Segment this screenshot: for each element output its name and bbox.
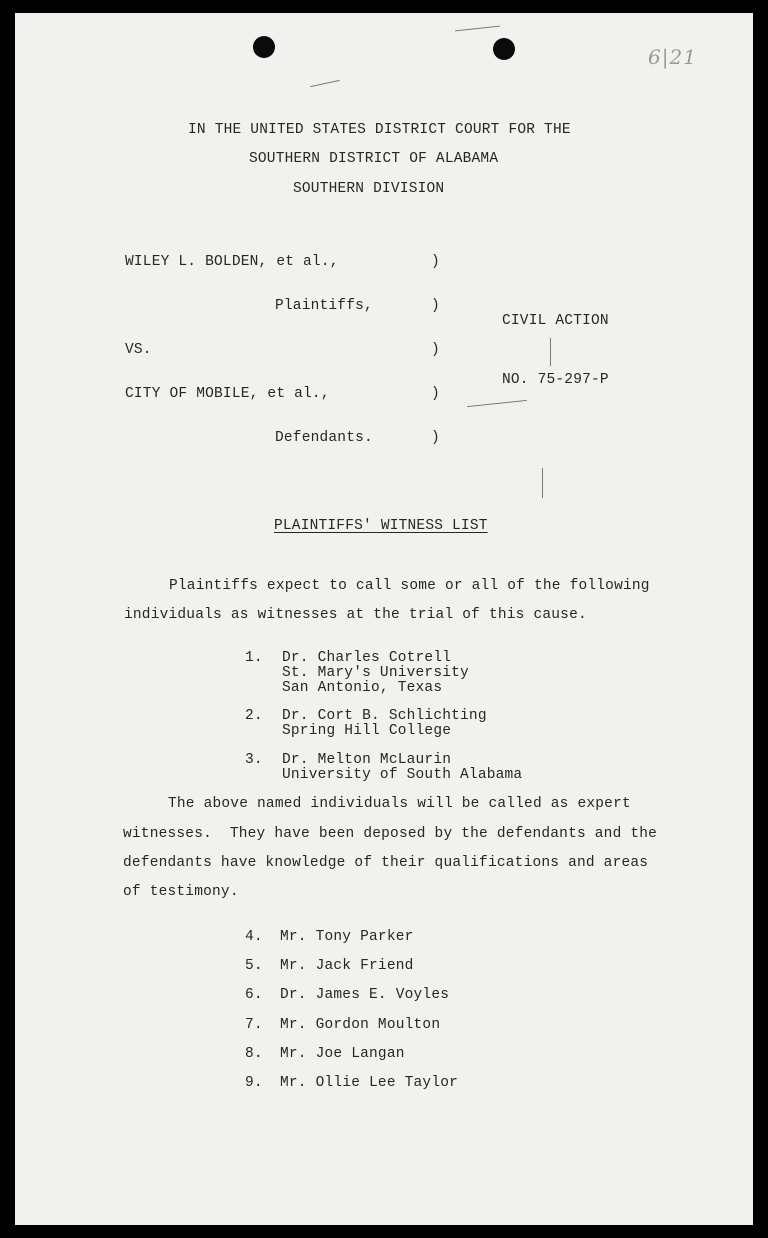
list-item-number: 5. [245,958,263,974]
caption-paren: ) [431,298,440,314]
civil-action-number: NO. 75-297-P [502,372,609,388]
civil-action-label: CIVIL ACTION [502,313,609,329]
list-item-number: 2. [245,708,263,724]
stray-mark [467,400,527,407]
expert-paragraph-line: witnesses. They have been deposed by the defendants and the [123,826,658,842]
list-item-number: 8. [245,1046,263,1062]
court-header-line: IN THE UNITED STATES DISTRICT COURT FOR THE [188,122,571,138]
stray-mark [542,468,543,498]
list-item-name: Mr. Jack Friend [280,958,414,974]
caption-paren: ) [431,342,440,358]
list-item-line: St. Mary's University [282,665,469,681]
intro-line: Plaintiffs expect to call some or all of the following [169,578,650,594]
list-item-name: Mr. Gordon Moulton [280,1017,441,1033]
defendant-role: Defendants. [275,430,373,446]
document-page [15,13,753,1225]
list-item-number: 3. [245,752,263,768]
list-item-name: Mr. Ollie Lee Taylor [280,1075,459,1091]
list-item-number: 9. [245,1075,263,1091]
list-item-line: Dr. Melton McLaurin [282,752,452,768]
plaintiff-role: Plaintiffs, [275,298,373,314]
caption-paren: ) [431,386,440,402]
punch-hole-left [253,36,275,58]
stray-mark [310,80,340,87]
versus-label: VS. [125,342,152,358]
list-item-number: 7. [245,1017,263,1033]
document-title: PLAINTIFFS' WITNESS LIST [274,518,488,534]
list-item-number: 4. [245,929,263,945]
court-header-line: SOUTHERN DIVISION [293,181,445,197]
defendant-name: CITY OF MOBILE, et al., [125,386,330,402]
caption-paren: ) [431,254,440,270]
court-header-line: SOUTHERN DISTRICT OF ALABAMA [249,151,499,167]
list-item-line: University of South Alabama [282,767,523,783]
list-item-line: Dr. Charles Cotrell [282,650,452,666]
expert-paragraph-line: of testimony. [123,884,239,900]
list-item-name: Dr. James E. Voyles [280,987,450,1003]
plaintiff-name: WILEY L. BOLDEN, et al., [125,254,339,270]
list-item-number: 1. [245,650,263,666]
caption-paren: ) [431,430,440,446]
intro-line: individuals as witnesses at the trial of this cause. [124,607,587,623]
list-item-line: Spring Hill College [282,723,452,739]
list-item-line: Dr. Cort B. Schlichting [282,708,487,724]
stray-mark [550,338,551,366]
list-item-name: Mr. Tony Parker [280,929,414,945]
stray-mark [455,26,500,32]
list-item-number: 6. [245,987,263,1003]
expert-paragraph-line: defendants have knowledge of their qualifications and areas [123,855,649,871]
list-item-line: San Antonio, Texas [282,680,443,696]
handwritten-note: 6|21 [648,45,697,69]
list-item-name: Mr. Joe Langan [280,1046,405,1062]
punch-hole-right [493,38,515,60]
expert-paragraph-line: The above named individuals will be called as expert [168,796,631,812]
